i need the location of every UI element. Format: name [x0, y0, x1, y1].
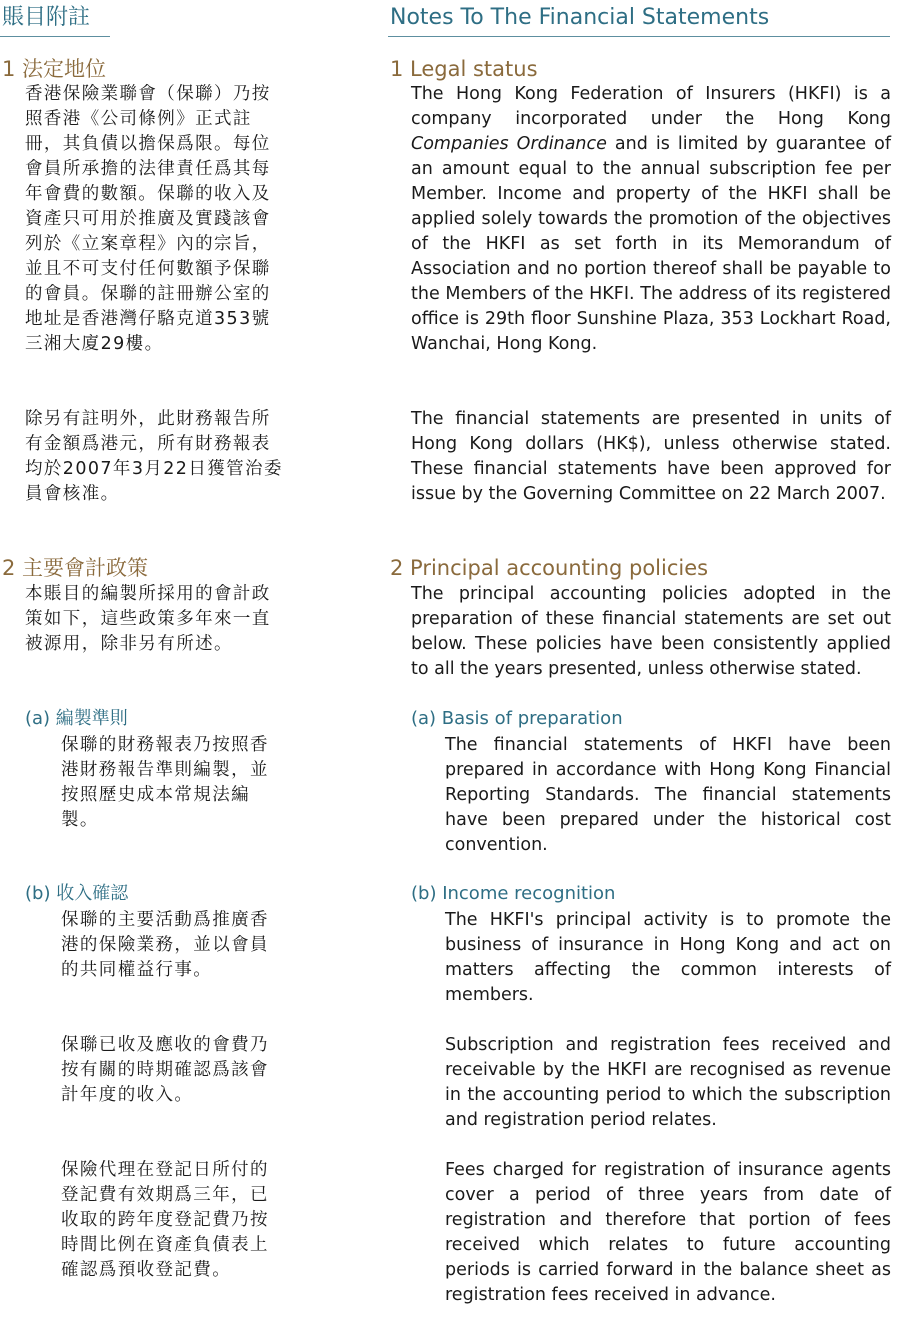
section2a-body-zh: 保聯的財務報表乃按照香 港財務報告準則編製，並 按照歷史成本常規法編 製。 [61, 735, 269, 830]
section1-para2-zh: 除另有註明外，此財務報告所 有金額爲港元，所有財務報表 均於2007年3月22日獲管治委 員會核准。 [25, 409, 283, 504]
section1-para1-en-italic: Companies Ordinance [411, 134, 607, 154]
section2b-body1-zh: 保聯的主要活動爲推廣香 港的保險業務，並以會員 的共同權益行事。 [61, 910, 269, 980]
section1-para1-en-pre: The Hong Kong Federation of Insurers (HKFI) is a company incorporated under the Hong Kong [411, 84, 891, 129]
section2b-body3-en: Fees charged for registration of insurance agents cover a period of three years from date of registration and therefore that portion of fees received which relates to future accounting periods is carried forward in the balance sheet as registration fees received in advance. [445, 1160, 891, 1305]
section1-heading-en: 1 Legal status [390, 57, 538, 81]
section2b-body2-en: Subscription and registration fees received and receivable by the HKFI are recognised as revenue in the accounting period to which the subscription and registration period relates. [445, 1035, 891, 1130]
page-title-zh: 賬目附註 [2, 5, 91, 30]
section1-heading-zh: 1 法定地位 [2, 57, 107, 81]
section1-para1-en [411, 82, 891, 357]
page-title-en: Notes To The Financial Statements [390, 5, 770, 30]
section2a-heading-zh: (a) 編製準則 [25, 708, 128, 729]
section2-intro-en: The principal accounting policies adopted in the preparation of these financial statements are set out below. These policies have been consistently applied to all the years presented, unless otherwise stated. [411, 584, 891, 679]
section2b-body1-en: The HKFI's principal activity is to promote the business of insurance in Hong Kong and act on matters affecting the common interests of members. [445, 910, 891, 1005]
section2b-heading-zh: (b) 收入確認 [25, 883, 129, 904]
section1-para1-en-post: and is limited by guarantee of an amount equal to the annual subscription fee per Member. Income and property of the HKFI shall be applied solely towards the promotion of the objectives of the HKFI as set forth in its Memorandum of Association and no portion thereof shall be payable to the Members of the HKFI. The address of its registered office is 29th floor Sunshine Plaza, 353 Lockhart Road, Wanchai, Hong Kong. [411, 134, 891, 354]
section2-heading-zh: 2 主要會計政策 [2, 556, 149, 580]
header-rule-right [388, 36, 890, 37]
section1-para1-zh: 香港保險業聯會（保聯）乃按 照香港《公司條例》正式註 冊，其負債以擔保爲限。每位 會員所承擔的法律責任爲其每 年會費的數額。保聯的收入及 資產只可用於推廣及實踐該會 列於《立案章程》內的宗旨， 並且不可支付任何數額予保聯 的會員。保聯的註冊辦公室的 地址是香港灣仔駱克道353號 三湘大廈29樓。 [25, 84, 271, 354]
section2a-heading-en: (a) Basis of preparation [411, 708, 623, 729]
section2-intro-zh: 本賬目的編製所採用的會計政 策如下，這些政策多年來一直 被源用，除非另有所述。 [25, 584, 271, 654]
section1-para2-en: The financial statements are presented in units of Hong Kong dollars (HK$), unless otherwise stated. These financial statements have been approved for issue by the Governing Committee on 22 March 2007. [411, 409, 891, 504]
header-rule-left [0, 36, 110, 37]
section2a-body-en: The financial statements of HKFI have been prepared in accordance with Hong Kong Financial Reporting Standards. The financial statements have been prepared under the historical cost convention. [445, 735, 891, 855]
section2-heading-en: 2 Principal accounting policies [390, 556, 709, 580]
section2b-body2-zh: 保聯已收及應收的會費乃 按有關的時期確認爲該會 計年度的收入。 [61, 1035, 269, 1105]
section2b-body3-zh: 保險代理在登記日所付的 登記費有效期爲三年，已 收取的跨年度登記費乃按 時間比例在資產負債表上 確認爲預收登記費。 [61, 1160, 269, 1280]
section2b-heading-en: (b) Income recognition [411, 883, 616, 904]
